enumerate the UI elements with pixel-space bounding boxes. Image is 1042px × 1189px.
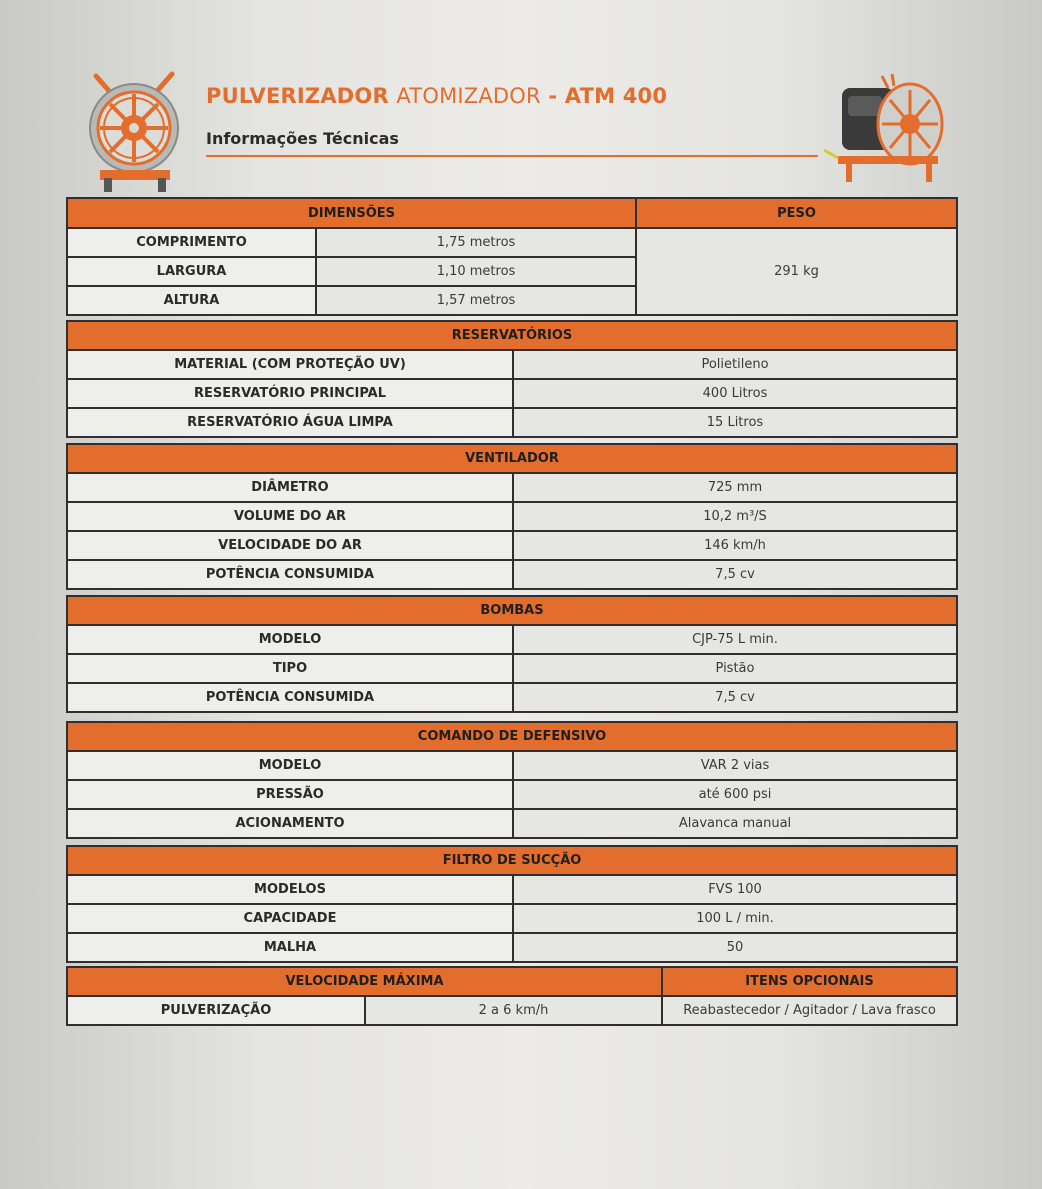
row-value: Pistão xyxy=(512,655,956,682)
row-label: VELOCIDADE DO AR xyxy=(68,532,512,559)
section-title: COMANDO DE DEFENSIVO xyxy=(68,723,956,750)
table-row xyxy=(68,750,956,779)
dimensions-rows xyxy=(68,229,635,314)
weight-value: 291 kg xyxy=(635,229,956,314)
row-label: MODELO xyxy=(68,626,512,653)
section-title: BOMBAS xyxy=(68,597,956,624)
row-value: 15 Litros xyxy=(512,409,956,436)
table-row xyxy=(68,874,956,903)
document-title xyxy=(206,84,667,108)
sprayer-side-image xyxy=(822,70,948,188)
table-row xyxy=(68,501,956,530)
row-label: PRESSÃO xyxy=(68,781,512,808)
table-row xyxy=(68,995,956,1024)
row-label: MATERIAL (COM PROTEÇÃO UV) xyxy=(68,351,512,378)
table-row xyxy=(68,530,956,559)
row-value: Alavanca manual xyxy=(512,810,956,837)
section-header-row xyxy=(68,445,956,472)
row-value: 725 mm xyxy=(512,474,956,501)
section-title: VENTILADOR xyxy=(68,445,956,472)
table-row xyxy=(68,472,956,501)
row-value: CJP-75 L min. xyxy=(512,626,956,653)
row-value: FVS 100 xyxy=(512,876,956,903)
title-light: ATOMIZADOR xyxy=(396,84,541,108)
optional-items-value: Reabastecedor / Agitador / Lava frasco xyxy=(661,997,956,1024)
table-row xyxy=(68,285,635,314)
table-row xyxy=(68,256,635,285)
dimensions-header-row xyxy=(68,199,956,227)
row-label: DIÂMETRO xyxy=(68,474,512,501)
section-title: FILTRO DE SUCÇÃO xyxy=(68,847,956,874)
row-value: 146 km/h xyxy=(512,532,956,559)
table-row xyxy=(68,932,956,961)
row-label: ALTURA xyxy=(68,287,315,314)
table-row xyxy=(68,903,956,932)
row-label: LARGURA xyxy=(68,258,315,285)
row-value: 50 xyxy=(512,934,956,961)
section-title: RESERVATÓRIOS xyxy=(68,322,956,349)
row-value: Polietileno xyxy=(512,351,956,378)
row-label: RESERVATÓRIO ÁGUA LIMPA xyxy=(68,409,512,436)
row-value: 7,5 cv xyxy=(512,684,956,711)
table-row xyxy=(68,229,635,256)
optional-items-header: ITENS OPCIONAIS xyxy=(661,968,956,995)
title-suffix: - ATM 400 xyxy=(548,84,668,108)
table-row xyxy=(68,653,956,682)
sprayer-front-image xyxy=(82,68,186,196)
row-label: PULVERIZAÇÃO xyxy=(68,997,364,1024)
section-header-row xyxy=(68,597,956,624)
title-strong: PULVERIZADOR xyxy=(206,84,389,108)
row-label: ACIONAMENTO xyxy=(68,810,512,837)
table-row xyxy=(68,378,956,407)
row-label: MALHA xyxy=(68,934,512,961)
section-header-row xyxy=(68,723,956,750)
section-header-row xyxy=(68,847,956,874)
table-row xyxy=(68,349,956,378)
row-value: 7,5 cv xyxy=(512,561,956,588)
page-header xyxy=(0,0,1042,195)
row-label: POTÊNCIA CONSUMIDA xyxy=(68,684,512,711)
row-value: VAR 2 vias xyxy=(512,752,956,779)
table-row xyxy=(68,808,956,837)
filter-table xyxy=(66,845,958,963)
section-header-row xyxy=(68,322,956,349)
control-table xyxy=(66,721,958,839)
reservoirs-table xyxy=(66,320,958,438)
row-value: até 600 psi xyxy=(512,781,956,808)
dimensions-header: DIMENSÕES xyxy=(68,199,635,227)
row-value: 10,2 m³/S xyxy=(512,503,956,530)
max-speed-header: VELOCIDADE MÁXIMA xyxy=(68,968,661,995)
row-value: 1,57 metros xyxy=(315,287,635,314)
speed-options-table xyxy=(66,966,958,1026)
row-label: COMPRIMENTO xyxy=(68,229,315,256)
row-label: POTÊNCIA CONSUMIDA xyxy=(68,561,512,588)
row-label: TIPO xyxy=(68,655,512,682)
row-value: 400 Litros xyxy=(512,380,956,407)
weight-header: PESO xyxy=(635,199,956,227)
fan-table xyxy=(66,443,958,590)
title-underline xyxy=(206,155,818,157)
row-label: CAPACIDADE xyxy=(68,905,512,932)
dimensions-table xyxy=(66,197,958,316)
row-value: 1,10 metros xyxy=(315,258,635,285)
dimensions-body xyxy=(68,227,956,314)
section-header-row xyxy=(68,968,956,995)
row-label: RESERVATÓRIO PRINCIPAL xyxy=(68,380,512,407)
table-row xyxy=(68,682,956,711)
pumps-table xyxy=(66,595,958,713)
row-value: 2 a 6 km/h xyxy=(364,997,661,1024)
document-subtitle: Informações Técnicas xyxy=(206,129,399,148)
row-label: MODELOS xyxy=(68,876,512,903)
row-value: 1,75 metros xyxy=(315,229,635,256)
row-label: VOLUME DO AR xyxy=(68,503,512,530)
row-value: 100 L / min. xyxy=(512,905,956,932)
table-row xyxy=(68,559,956,588)
table-row xyxy=(68,407,956,436)
table-row xyxy=(68,624,956,653)
table-row xyxy=(68,779,956,808)
row-label: MODELO xyxy=(68,752,512,779)
